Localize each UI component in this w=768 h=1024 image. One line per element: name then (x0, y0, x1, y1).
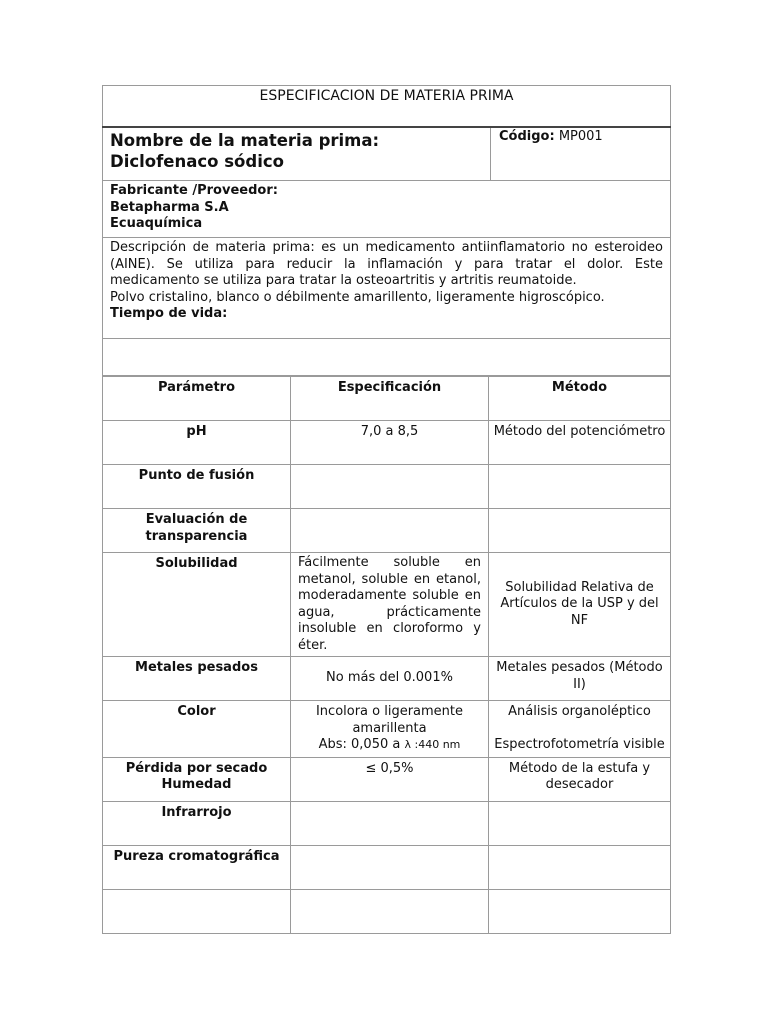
document-title: ESPECIFICACION DE MATERIA PRIMA (103, 86, 671, 128)
method-empty (489, 889, 671, 933)
supplier-line-1: Betapharma S.A (110, 199, 229, 215)
spec-perdida: ≤ 0,5% (291, 757, 489, 801)
method-metales: Metales pesados (Método II) (489, 657, 671, 701)
param-infrarrojo: Infrarrojo (103, 801, 291, 845)
shelf-life-value (103, 339, 671, 376)
material-name-label: Nombre de la materia prima: (110, 131, 380, 150)
description-cell (103, 238, 671, 339)
method-perdida: Método de la estufa y desecador (489, 757, 671, 801)
param-pureza: Pureza cromatográfica (103, 845, 291, 889)
table-row (103, 889, 671, 933)
spec-fusion (291, 465, 489, 509)
table-row (103, 801, 671, 845)
shelf-life-label: Tiempo de vida: (110, 306, 228, 321)
spec-color-abs (295, 737, 484, 754)
param-fusion: Punto de fusión (103, 465, 291, 509)
table-row (103, 553, 671, 657)
spec-color-lambda: λ :440 nm (404, 738, 461, 751)
method-color-cell (489, 701, 671, 758)
param-perdida: Pérdida por secado Humedad (103, 757, 291, 801)
table-header-row (103, 377, 671, 421)
spec-metales: No más del 0.001% (291, 657, 489, 701)
code-cell (491, 127, 671, 181)
spec-ph: 7,0 a 8,5 (291, 421, 489, 465)
description-text-2: Polvo cristalino, blanco o débilmente amarillento, ligeramente higroscópico. (110, 289, 605, 305)
supplier-cell (103, 181, 671, 238)
table-row (103, 509, 671, 553)
method-infrarrojo (489, 801, 671, 845)
parameters-table (102, 376, 671, 934)
method-color: Análisis organoléptico (508, 704, 651, 719)
table-row (103, 757, 671, 801)
method-fusion (489, 465, 671, 509)
spec-infrarrojo (291, 801, 489, 845)
material-name-cell (103, 127, 491, 181)
method-ph: Método del potenciómetro (489, 421, 671, 465)
spec-table-header (102, 85, 671, 376)
supplier-label: Fabricante /Proveedor: (110, 183, 278, 198)
spec-color-cell (291, 701, 489, 758)
spec-solubilidad: Fácilmente soluble en metanol, soluble en etanol, moderadamente soluble en agua, prácticamente insoluble en cloroformo y éter. (291, 553, 489, 657)
param-transparencia: Evaluación de transparencia (103, 509, 291, 553)
spec-transparencia (291, 509, 489, 553)
header-especificacion: Especificación (291, 377, 489, 421)
param-solubilidad: Solubilidad (103, 553, 291, 657)
header-parametro: Parámetro (103, 377, 291, 421)
table-row (103, 701, 671, 758)
method-solubilidad: Solubilidad Relativa de Artículos de la USP y del NF (489, 553, 671, 657)
header-metodo: Método (489, 377, 671, 421)
supplier-line-2: Ecuaquímica (110, 216, 203, 231)
code-value: MP001 (558, 129, 603, 144)
param-color: Color (103, 701, 291, 758)
table-row (103, 657, 671, 701)
method-color-2: Espectrofotometría visible (494, 736, 665, 752)
method-pureza (489, 845, 671, 889)
code-label: Código: (499, 129, 555, 144)
spec-pureza (291, 845, 489, 889)
table-row (103, 421, 671, 465)
spec-color: Incolora o ligeramente amarillenta (315, 704, 464, 736)
spec-color-abs-value: Abs: 0,050 a (318, 737, 401, 752)
param-metales: Metales pesados (103, 657, 291, 701)
material-name-value: Diclofenaco sódico (110, 152, 284, 171)
spec-empty (291, 889, 489, 933)
param-ph: pH (103, 421, 291, 465)
table-row (103, 465, 671, 509)
method-transparencia (489, 509, 671, 553)
table-row (103, 845, 671, 889)
param-empty (103, 889, 291, 933)
method-color-spacer (493, 721, 666, 737)
spec-document (102, 85, 670, 934)
description-text: Descripción de materia prima: es un medicamento antiinflamatorio no esteroideo (AINE). Se utiliza para reducir la inflamación y para tratar el dolor. Este medicamento se utiliza para tratar la osteoartritis y artritis reumatoide. (110, 240, 664, 288)
